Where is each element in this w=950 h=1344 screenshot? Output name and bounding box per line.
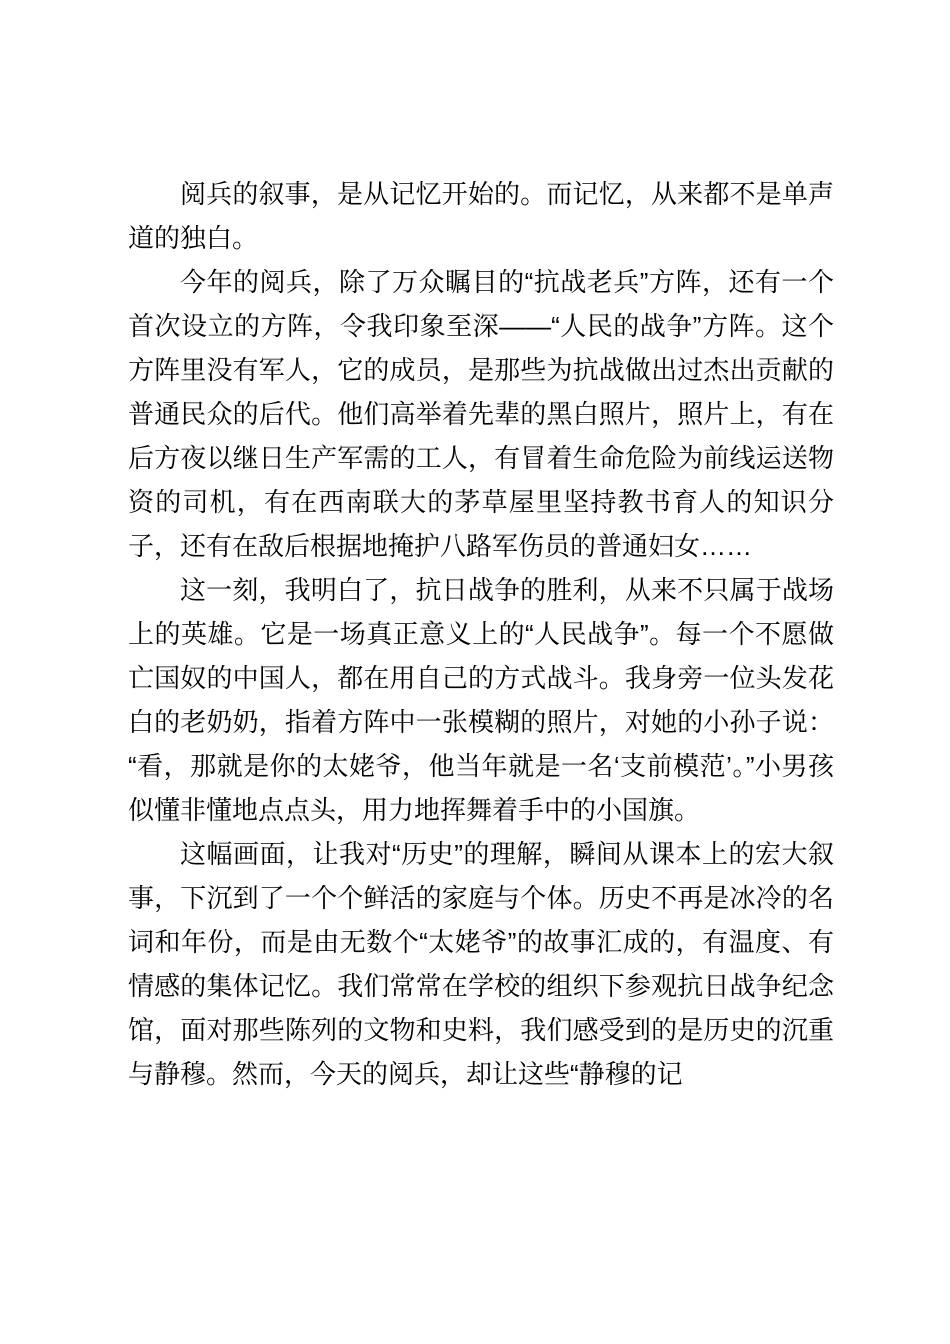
paragraph: 阅兵的叙事，是从记忆开始的。而记忆，从来都不是单声道的独白。 <box>128 179 834 253</box>
paragraph: 这一刻，我明白了，抗日战争的胜利，从来不只属于战场上的英雄。它是一场真正意义上的“人民战争”。每一个不愿做亡国奴的中国人，都在用自己的方式战斗。我身旁一位头发花白的老奶奶，指着方阵中一张模糊的照片，对她的小孙子说：“看，那就是你的太姥爷，他当年就是一名‘支前模范’。”小男孩似懂非懂地点点头，用力地挥舞着手中的小国旗。 <box>128 575 834 825</box>
paragraph: 这幅画面，让我对“历史”的理解，瞬间从课本上的宏大叙事，下沉到了一个个鲜活的家庭与个体。历史不再是冰冷的名词和年份，而是由无数个“太姥爷”的故事汇成的，有温度、有情感的集体记忆。我们常常在学校的组织下参观抗日战争纪念馆，面对那些陈列的文物和史料，我们感受到的是历史的沉重与静穆。然而，今天的阅兵，却让这些“静穆的记 <box>128 839 834 1089</box>
paragraph: 今年的阅兵，除了万众瞩目的“抗战老兵”方阵，还有一个首次设立的方阵，令我印象至深——“人民的战争”方阵。这个方阵里没有军人，它的成员，是那些为抗战做出过杰出贡献的普通民众的后代。他们高举着先辈的黑白照片，照片上，有在后方夜以继日生产军需的工人，有冒着生命危险为前线运送物资的司机，有在西南联大的茅草屋里坚持教书育人的知识分子，还有在敌后根据地掩护八路军伤员的普通妇女…… <box>128 267 834 561</box>
essay-body <box>128 172 834 1096</box>
